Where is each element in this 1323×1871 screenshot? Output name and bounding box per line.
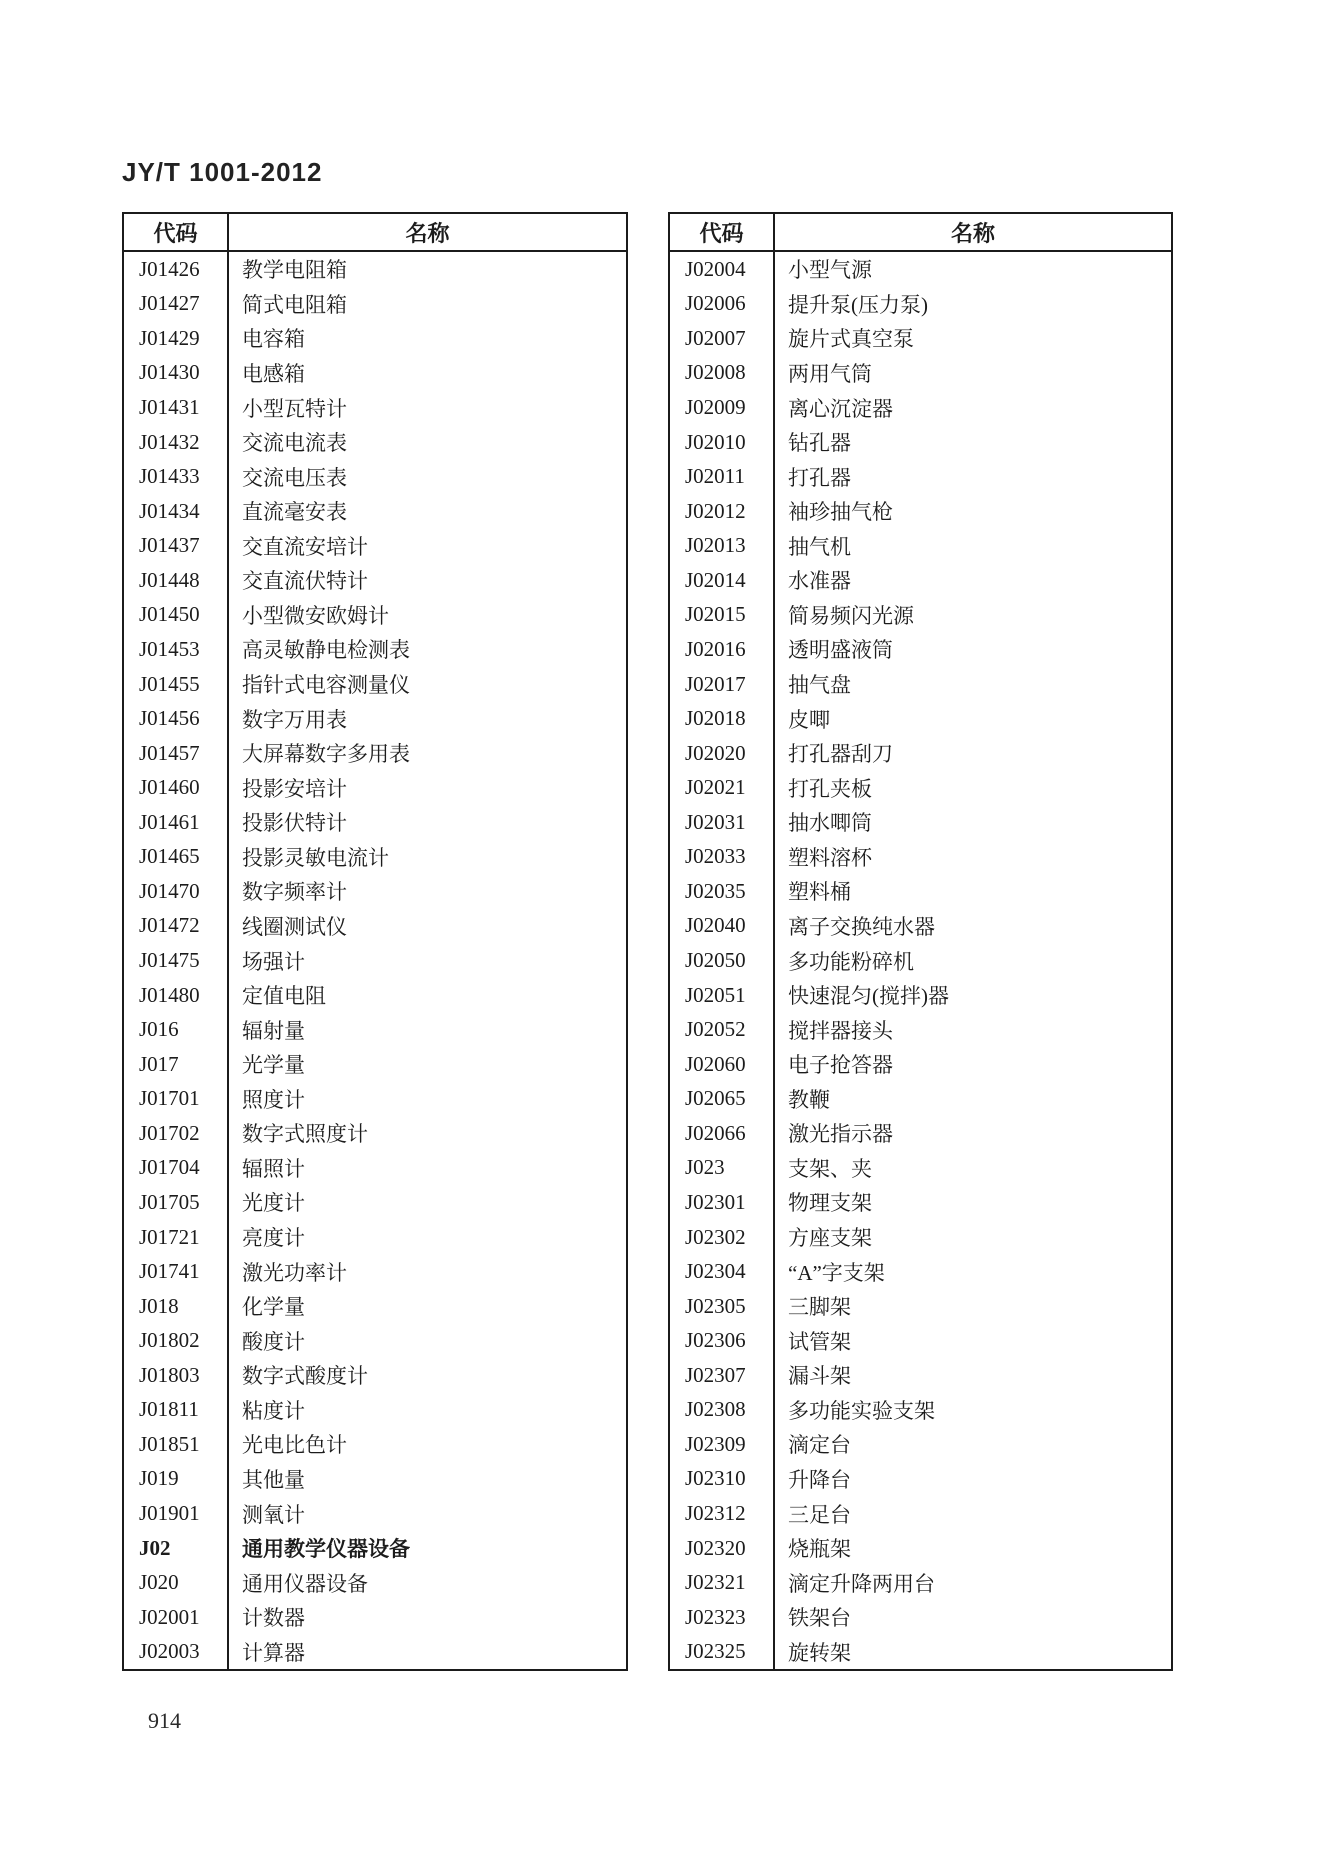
table-row	[124, 1116, 626, 1151]
table-row	[670, 1289, 1171, 1324]
name-cell: 打孔器刮刀	[788, 742, 893, 767]
name-cell: 粘度计	[242, 1398, 305, 1423]
name-cell: 漏斗架	[788, 1364, 851, 1389]
table-row	[670, 1531, 1171, 1566]
name-cell: 多功能粉碎机	[788, 949, 914, 974]
code-cell: J02310	[670, 1462, 775, 1497]
name-cell: 简式电阻箱	[242, 292, 347, 317]
table-row	[670, 1496, 1171, 1531]
table-row	[670, 425, 1171, 460]
name-cell: 物理支架	[788, 1191, 872, 1216]
table-row	[124, 1185, 626, 1220]
code-cell: J01450	[124, 598, 229, 633]
table-row	[124, 459, 626, 494]
table-row	[670, 1323, 1171, 1358]
table-row	[670, 770, 1171, 805]
code-cell: J02020	[670, 736, 775, 771]
name-cell: 皮唧	[788, 707, 830, 732]
table-row	[670, 1220, 1171, 1255]
code-cell: J01431	[124, 390, 229, 425]
name-cell: 化学量	[242, 1295, 305, 1320]
name-cell: 铁架台	[788, 1606, 851, 1631]
code-cell: J01721	[124, 1220, 229, 1255]
table-row	[670, 840, 1171, 875]
code-cell: J01705	[124, 1185, 229, 1220]
code-cell: J01701	[124, 1082, 229, 1117]
name-cell: 抽气盘	[788, 673, 851, 698]
name-cell: 快速混匀(搅拌)器	[788, 984, 949, 1009]
table-row	[124, 425, 626, 460]
table-row	[124, 701, 626, 736]
table-row	[124, 529, 626, 564]
table-body	[670, 252, 1171, 1669]
table-row	[124, 563, 626, 598]
code-cell: J02011	[670, 459, 775, 494]
table-row	[124, 978, 626, 1013]
code-cell: J02321	[670, 1565, 775, 1600]
name-cell: 打孔夹板	[788, 776, 872, 801]
table-row	[124, 598, 626, 633]
name-cell: 酸度计	[242, 1329, 305, 1354]
name-cell: 交直流安培计	[242, 534, 368, 559]
code-cell: J023	[670, 1151, 775, 1186]
name-cell: 离子交换纯水器	[788, 914, 935, 939]
name-cell: 离心沉淀器	[788, 396, 893, 421]
code-cell: J019	[124, 1462, 229, 1497]
name-cell: 激光指示器	[788, 1122, 893, 1147]
code-cell: J02016	[670, 632, 775, 667]
code-cell: J01465	[124, 840, 229, 875]
table-row	[124, 736, 626, 771]
table-row	[670, 978, 1171, 1013]
table-row	[670, 874, 1171, 909]
code-cell: J02302	[670, 1220, 775, 1255]
table-row	[124, 1323, 626, 1358]
code-cell: J02	[124, 1531, 229, 1566]
code-cell: J01437	[124, 529, 229, 564]
page-number: 914	[148, 1708, 181, 1733]
name-cell: 其他量	[242, 1467, 305, 1492]
table-row	[670, 909, 1171, 944]
table-row	[124, 1254, 626, 1289]
table-row	[124, 1531, 626, 1566]
table-row	[670, 632, 1171, 667]
name-column-header: 名称	[405, 220, 450, 246]
table-row	[124, 1565, 626, 1600]
code-cell: J01434	[124, 494, 229, 529]
code-cell: J01448	[124, 563, 229, 598]
name-cell: 塑料桶	[788, 880, 851, 905]
code-cell: J01901	[124, 1496, 229, 1531]
name-cell: 提升泵(压力泵)	[788, 292, 928, 317]
code-cell: J01455	[124, 667, 229, 702]
code-cell: J01480	[124, 978, 229, 1013]
table-row	[124, 909, 626, 944]
table-row	[124, 287, 626, 322]
table-row	[670, 1358, 1171, 1393]
code-column-header: 代码	[124, 214, 229, 250]
name-cell: 亮度计	[242, 1226, 305, 1251]
table-row	[124, 1393, 626, 1428]
table-row	[670, 494, 1171, 529]
name-cell: 小型气源	[788, 258, 872, 283]
table-row	[670, 1047, 1171, 1082]
name-cell: 线圈测试仪	[242, 914, 347, 939]
name-cell: 抽气机	[788, 534, 851, 559]
name-cell: 钻孔器	[788, 431, 851, 456]
code-cell: J02015	[670, 598, 775, 633]
code-cell: J02007	[670, 321, 775, 356]
code-cell: J02006	[670, 287, 775, 322]
code-cell: J01426	[124, 252, 229, 287]
name-cell: 辐射量	[242, 1018, 305, 1043]
table-row	[124, 943, 626, 978]
name-cell: 计算器	[242, 1640, 305, 1665]
table-row	[670, 805, 1171, 840]
code-cell: J01472	[124, 909, 229, 944]
table-row	[670, 1565, 1171, 1600]
table-row	[124, 1427, 626, 1462]
name-cell: 投影灵敏电流计	[242, 845, 389, 870]
code-cell: J01427	[124, 287, 229, 322]
standard-number-title: JY/T 1001-2012	[122, 157, 323, 187]
table-row	[124, 1600, 626, 1635]
name-column-header: 名称	[950, 220, 995, 246]
code-cell: J02031	[670, 805, 775, 840]
name-cell: 滴定台	[788, 1433, 851, 1458]
name-cell: 计数器	[242, 1606, 305, 1631]
table-row	[670, 1082, 1171, 1117]
name-cell: 烧瓶架	[788, 1537, 851, 1562]
name-cell: 教鞭	[788, 1087, 830, 1112]
name-cell: 投影伏特计	[242, 811, 347, 836]
equipment-code-table-right	[668, 212, 1173, 1671]
code-cell: J01851	[124, 1427, 229, 1462]
table-row	[124, 667, 626, 702]
name-cell: 数字频率计	[242, 880, 347, 905]
code-cell: J02010	[670, 425, 775, 460]
table-row	[670, 1254, 1171, 1289]
name-cell: 光度计	[242, 1191, 305, 1216]
code-cell: J018	[124, 1289, 229, 1324]
table-row	[124, 356, 626, 391]
code-cell: J02051	[670, 978, 775, 1013]
code-cell: J01811	[124, 1393, 229, 1428]
table-row	[670, 459, 1171, 494]
table-header-row	[124, 214, 626, 252]
name-cell: 数字式照度计	[242, 1122, 368, 1147]
name-cell: 升降台	[788, 1467, 851, 1492]
table-row	[124, 494, 626, 529]
code-cell: J02013	[670, 529, 775, 564]
code-cell: J01741	[124, 1254, 229, 1289]
table-row	[670, 1600, 1171, 1635]
name-cell: 打孔器	[788, 465, 851, 490]
table-row	[124, 321, 626, 356]
code-cell: J01433	[124, 459, 229, 494]
table-row	[670, 1116, 1171, 1151]
name-cell: “A”字支架	[788, 1260, 885, 1285]
code-column-header: 代码	[670, 214, 775, 250]
name-cell: 照度计	[242, 1087, 305, 1112]
table-row	[670, 736, 1171, 771]
table-row	[124, 632, 626, 667]
code-cell: J017	[124, 1047, 229, 1082]
code-cell: J02014	[670, 563, 775, 598]
name-cell: 场强计	[242, 949, 305, 974]
name-cell: 数字万用表	[242, 707, 347, 732]
table-row	[124, 1358, 626, 1393]
table-row	[124, 1047, 626, 1082]
code-cell: J01460	[124, 770, 229, 805]
table-row	[670, 943, 1171, 978]
name-cell: 简易频闪光源	[788, 603, 914, 628]
table-row	[670, 390, 1171, 425]
name-cell: 光学量	[242, 1053, 305, 1078]
table-row	[124, 1012, 626, 1047]
table-header-row	[670, 214, 1171, 252]
code-cell: J02308	[670, 1393, 775, 1428]
name-cell: 数字式酸度计	[242, 1364, 368, 1389]
name-cell: 激光功率计	[242, 1260, 347, 1285]
code-cell: J02309	[670, 1427, 775, 1462]
name-cell: 滴定升降两用台	[788, 1571, 935, 1596]
code-cell: J01429	[124, 321, 229, 356]
table-row	[670, 701, 1171, 736]
name-cell: 袖珍抽气枪	[788, 500, 893, 525]
table-row	[670, 1185, 1171, 1220]
code-cell: J02312	[670, 1496, 775, 1531]
name-cell: 直流毫安表	[242, 500, 347, 525]
table-row	[670, 1151, 1171, 1186]
name-cell: 电容箱	[242, 327, 305, 352]
name-cell: 旋转架	[788, 1640, 851, 1665]
table-row	[670, 287, 1171, 322]
code-cell: J02307	[670, 1358, 775, 1393]
code-cell: J02323	[670, 1600, 775, 1635]
code-cell: J02033	[670, 840, 775, 875]
name-cell: 小型微安欧姆计	[242, 603, 389, 628]
code-cell: J02305	[670, 1289, 775, 1324]
name-cell: 大屏幕数字多用表	[242, 742, 410, 767]
table-row	[670, 563, 1171, 598]
name-cell: 辐照计	[242, 1156, 305, 1181]
code-cell: J02004	[670, 252, 775, 287]
code-cell: J01704	[124, 1151, 229, 1186]
code-cell: J02001	[124, 1600, 229, 1635]
name-cell: 定值电阻	[242, 984, 326, 1009]
code-cell: J02060	[670, 1047, 775, 1082]
name-cell: 多功能实验支架	[788, 1398, 935, 1423]
name-cell: 交流电压表	[242, 465, 347, 490]
code-cell: J02306	[670, 1323, 775, 1358]
name-cell: 支架、夹	[788, 1156, 872, 1181]
equipment-code-table-left	[122, 212, 628, 1671]
code-cell: J016	[124, 1012, 229, 1047]
code-cell: J01475	[124, 943, 229, 978]
table-row	[124, 1151, 626, 1186]
name-cell: 通用教学仪器设备	[242, 1537, 410, 1562]
code-cell: J02021	[670, 770, 775, 805]
code-cell: J01457	[124, 736, 229, 771]
name-cell: 塑料溶杯	[788, 845, 872, 870]
code-cell: J01470	[124, 874, 229, 909]
code-cell: J01453	[124, 632, 229, 667]
code-cell: J02017	[670, 667, 775, 702]
code-cell: J02003	[124, 1635, 229, 1670]
code-cell: J02035	[670, 874, 775, 909]
table-row	[124, 252, 626, 287]
code-cell: J02065	[670, 1082, 775, 1117]
table-row	[124, 805, 626, 840]
name-cell: 电感箱	[242, 361, 305, 386]
code-cell: J02066	[670, 1116, 775, 1151]
table-row	[670, 1427, 1171, 1462]
code-cell: J02018	[670, 701, 775, 736]
code-cell: J02012	[670, 494, 775, 529]
table-row	[124, 1635, 626, 1670]
table-body	[124, 252, 626, 1669]
code-cell: J020	[124, 1565, 229, 1600]
code-cell: J02008	[670, 356, 775, 391]
code-cell: J02009	[670, 390, 775, 425]
code-cell: J02304	[670, 1254, 775, 1289]
code-cell: J01456	[124, 701, 229, 736]
name-cell: 电子抢答器	[788, 1053, 893, 1078]
name-cell: 光电比色计	[242, 1433, 347, 1458]
name-cell: 指针式电容测量仪	[242, 673, 410, 698]
code-cell: J02320	[670, 1531, 775, 1566]
table-row	[124, 1082, 626, 1117]
name-cell: 测氧计	[242, 1502, 305, 1527]
code-cell: J01432	[124, 425, 229, 460]
table-row	[124, 770, 626, 805]
name-cell: 三脚架	[788, 1295, 851, 1320]
name-cell: 交流电流表	[242, 431, 347, 456]
table-row	[124, 1496, 626, 1531]
table-row	[124, 840, 626, 875]
code-cell: J02050	[670, 943, 775, 978]
code-cell: J01802	[124, 1323, 229, 1358]
table-row	[670, 1393, 1171, 1428]
table-row	[670, 252, 1171, 287]
table-row	[124, 1462, 626, 1497]
table-row	[670, 667, 1171, 702]
name-cell: 投影安培计	[242, 776, 347, 801]
table-row	[670, 321, 1171, 356]
code-cell: J02325	[670, 1635, 775, 1670]
table-row	[124, 390, 626, 425]
name-cell: 试管架	[788, 1329, 851, 1354]
name-cell: 通用仪器设备	[242, 1571, 368, 1596]
name-cell: 水准器	[788, 569, 851, 594]
name-cell: 教学电阻箱	[242, 258, 347, 283]
table-row	[670, 529, 1171, 564]
code-cell: J02052	[670, 1012, 775, 1047]
code-cell: J01702	[124, 1116, 229, 1151]
name-cell: 三足台	[788, 1502, 851, 1527]
name-cell: 旋片式真空泵	[788, 327, 914, 352]
code-cell: J01461	[124, 805, 229, 840]
code-cell: J02301	[670, 1185, 775, 1220]
table-row	[124, 1220, 626, 1255]
table-row	[670, 1635, 1171, 1670]
table-row	[670, 598, 1171, 633]
name-cell: 搅拌器接头	[788, 1018, 893, 1043]
code-cell: J01803	[124, 1358, 229, 1393]
name-cell: 方座支架	[788, 1226, 872, 1251]
name-cell: 透明盛液筒	[788, 638, 893, 663]
table-row	[124, 1289, 626, 1324]
table-row	[124, 874, 626, 909]
name-cell: 交直流伏特计	[242, 569, 368, 594]
table-row	[670, 1462, 1171, 1497]
table-row	[670, 356, 1171, 391]
code-cell: J02040	[670, 909, 775, 944]
name-cell: 两用气筒	[788, 361, 872, 386]
table-row	[670, 1012, 1171, 1047]
name-cell: 小型瓦特计	[242, 396, 347, 421]
code-cell: J01430	[124, 356, 229, 391]
name-cell: 高灵敏静电检测表	[242, 638, 410, 663]
name-cell: 抽水唧筒	[788, 811, 872, 836]
